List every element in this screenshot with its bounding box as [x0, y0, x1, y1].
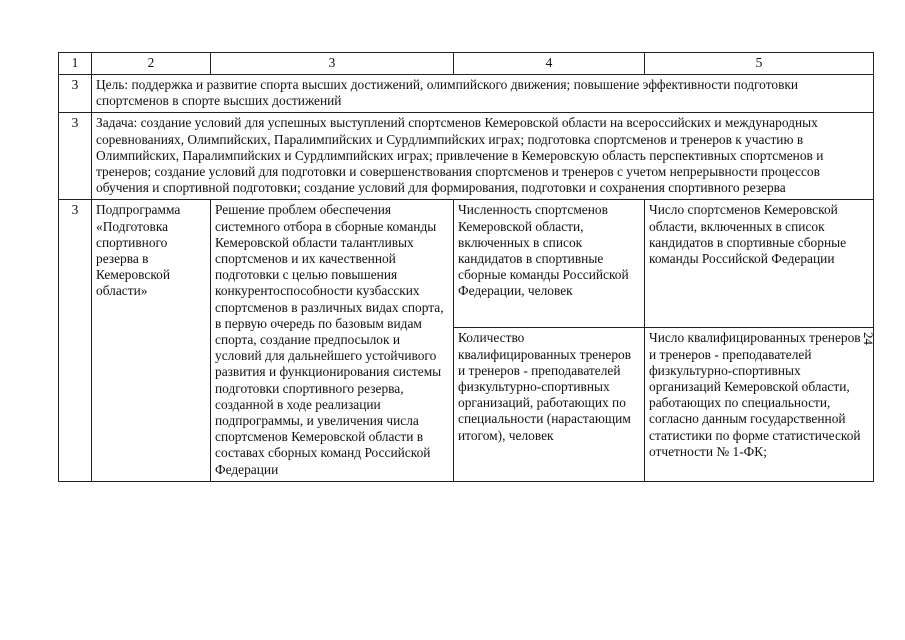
- task-row-number: 3: [59, 113, 92, 200]
- task-row: [59, 113, 874, 200]
- header-cell-5: 5: [645, 53, 874, 75]
- page-number: 24: [861, 332, 876, 345]
- header-cell-1: 1: [59, 53, 92, 75]
- indicator-2: Количество квалифицированных тренеров и тренеров - преподавателей физкультурно-спортивных организаций, работающих по специальности (нарастающим итогом), человек: [454, 328, 645, 481]
- task-text: Задача: создание условий для успешных выступлений спортсменов Кемеровской области на всероссийских и международных соревнованиях, Олимпийских, Паралимпийских и Сурдлимпийских играх; подготовка спортсменов и тренеров к участию в Олимпийских, Паралимпийских и Сурдлимпийских играх; привлечение в Кемеровскую область перспективных спортсменов и тренеров; создание условий для подготовки и совершенствования спортсменов и тренеров с учетом непрерывности процессов обучения и спортивной подготовки; создание условий для формирования, подготовки и сохранения спортивного резерва: [92, 113, 874, 200]
- program-description: Решение проблем обеспечения системного отбора в сборные команды Кемеровской области талантливых спортсменов и их качественной подготовки с целью повышения конкурентоспособности кузбасских спортсменов в различных видах спорта, в первую очередь по базовым видам спорта, создание предпосылок и условий для дальнейшего устойчивого развития и функционирования системы подготовки спортивного резерва, созданной в ходе реализации подпрограммы, и увеличения числа спортсменов Кемеровской области в составах сборных команд Российской Федерации: [211, 200, 454, 481]
- header-row: [59, 53, 874, 75]
- data-table: [58, 52, 874, 482]
- header-cell-3: 3: [211, 53, 454, 75]
- program-name: Подпрограмма «Подготовка спортивного резерва в Кемеровской области»: [92, 200, 211, 481]
- header-cell-4: 4: [454, 53, 645, 75]
- program-row-number: 3: [59, 200, 92, 481]
- method-2: Число квалифицированных тренеров и тренеров - преподавателей физкультурно-спортивных организаций Кемеровской области, работающих по специальности, согласно данным государственной статистики по форме статистической отчетности № 1-ФК;: [645, 328, 874, 481]
- goal-row: [59, 75, 874, 113]
- program-row: [59, 200, 874, 328]
- goal-row-number: 3: [59, 75, 92, 113]
- method-1: Число спортсменов Кемеровской области, включенных в список кандидатов в спортивные сборные команды Российской Федерации: [645, 200, 874, 328]
- header-cell-2: 2: [92, 53, 211, 75]
- goal-text: Цель: поддержка и развитие спорта высших достижений, олимпийского движения; повышение эффективности подготовки спортсменов в спорте высших достижений: [92, 75, 874, 113]
- indicator-1: Численность спортсменов Кемеровской области, включенных в список кандидатов в спортивные сборные команды Российской Федерации, человек: [454, 200, 645, 328]
